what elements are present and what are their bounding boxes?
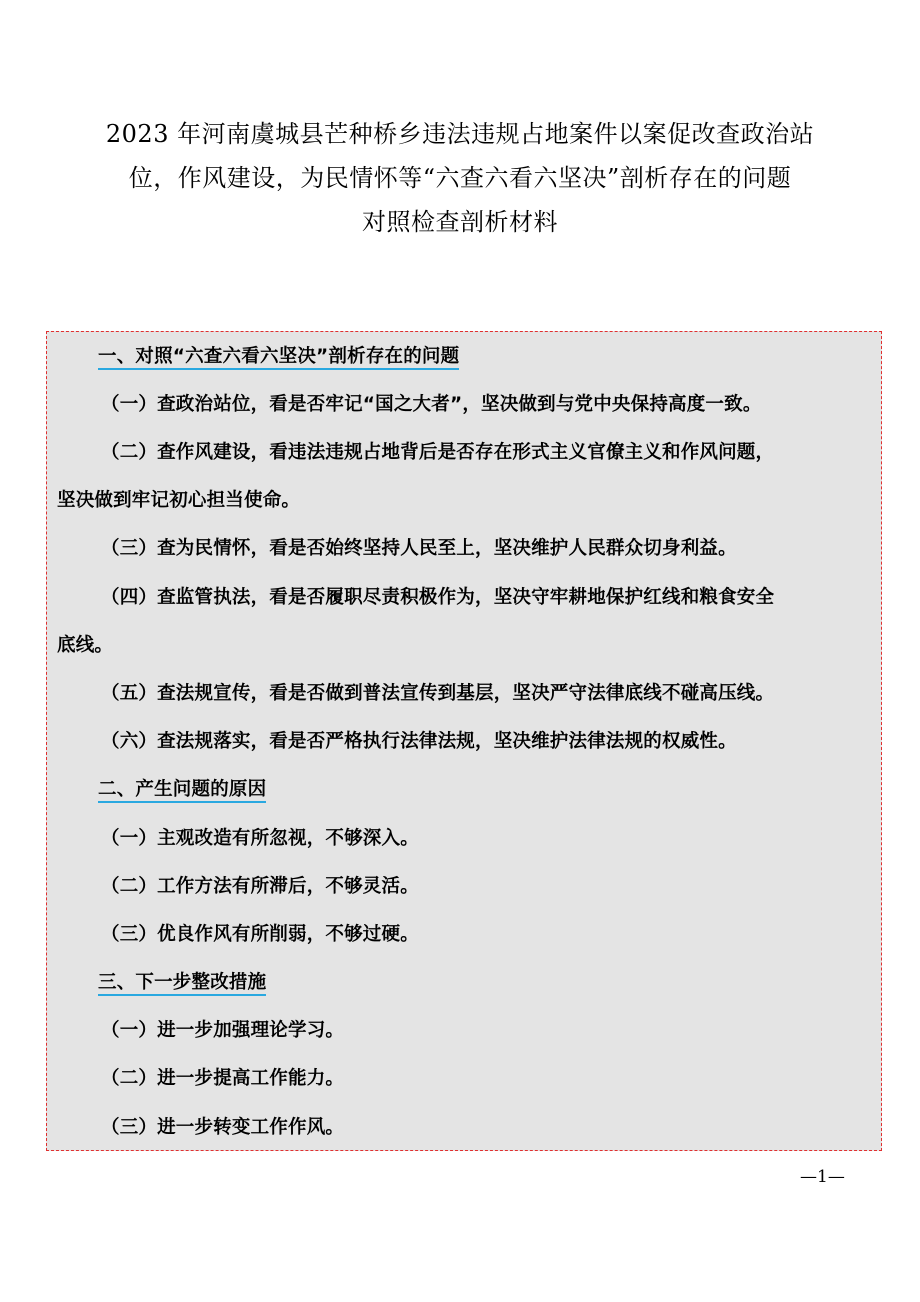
- paragraph: （三）查为民情怀，看是否始终坚持人民至上，坚决维护人民群众切身利益。: [101, 538, 737, 559]
- paragraph: （一）进一步加强理论学习。: [101, 1020, 345, 1041]
- section-heading: [98, 971, 920, 995]
- paragraph: （二）进一步提高工作能力。: [101, 1068, 345, 1089]
- section-heading-text: 一、对照“六查六看六坚决”剖析存在的问题: [98, 346, 459, 370]
- paragraph-continuation: 底线。: [57, 635, 114, 656]
- paragraph: （一）查政治站位，看是否牢记“国之大者”，坚决做到与党中央保持高度一致。: [101, 394, 762, 415]
- paragraph: （四）查监管执法，看是否履职尽责积极作为，坚决守牢耕地保护红线和粮食安全: [101, 587, 775, 608]
- paragraph: （一）主观改造有所忽视，不够深入。: [101, 828, 419, 849]
- title-line: 2023 年河南虞城县芒种桥乡违法违规占地案件以案促改查政治站: [105, 120, 815, 148]
- title-line: 对照检查剖析材料: [362, 208, 558, 236]
- paragraph: （三）优良作风有所削弱，不够过硬。: [101, 924, 419, 945]
- section-heading-text: 二、产生问题的原因: [98, 779, 266, 803]
- section-heading: [98, 345, 920, 369]
- page-number: —1—: [800, 1167, 845, 1187]
- paragraph-continuation: 坚决做到牢记初心担当使命。: [57, 490, 301, 511]
- section-heading-text: 三、下一步整改措施: [98, 972, 266, 996]
- paragraph: （六）查法规落实，看是否严格执行法律法规，坚决维护法律法规的权威性。: [101, 731, 737, 752]
- paragraph: （二）工作方法有所滞后，不够灵活。: [101, 876, 419, 897]
- paragraph: （三）进一步转变工作作风。: [101, 1117, 345, 1138]
- paragraph: （二）查作风建设，看违法违规占地背后是否存在形式主义官僚主义和作风问题，: [101, 442, 775, 463]
- document-title: [40, 112, 880, 244]
- section-heading: [98, 778, 920, 802]
- paragraph: （五）查法规宣传，看是否做到普法宣传到基层，坚决严守法律底线不碰高压线。: [101, 683, 775, 704]
- title-line: 位，作风建设，为民情怀等“六查六看六坚决”剖析存在的问题: [128, 164, 792, 192]
